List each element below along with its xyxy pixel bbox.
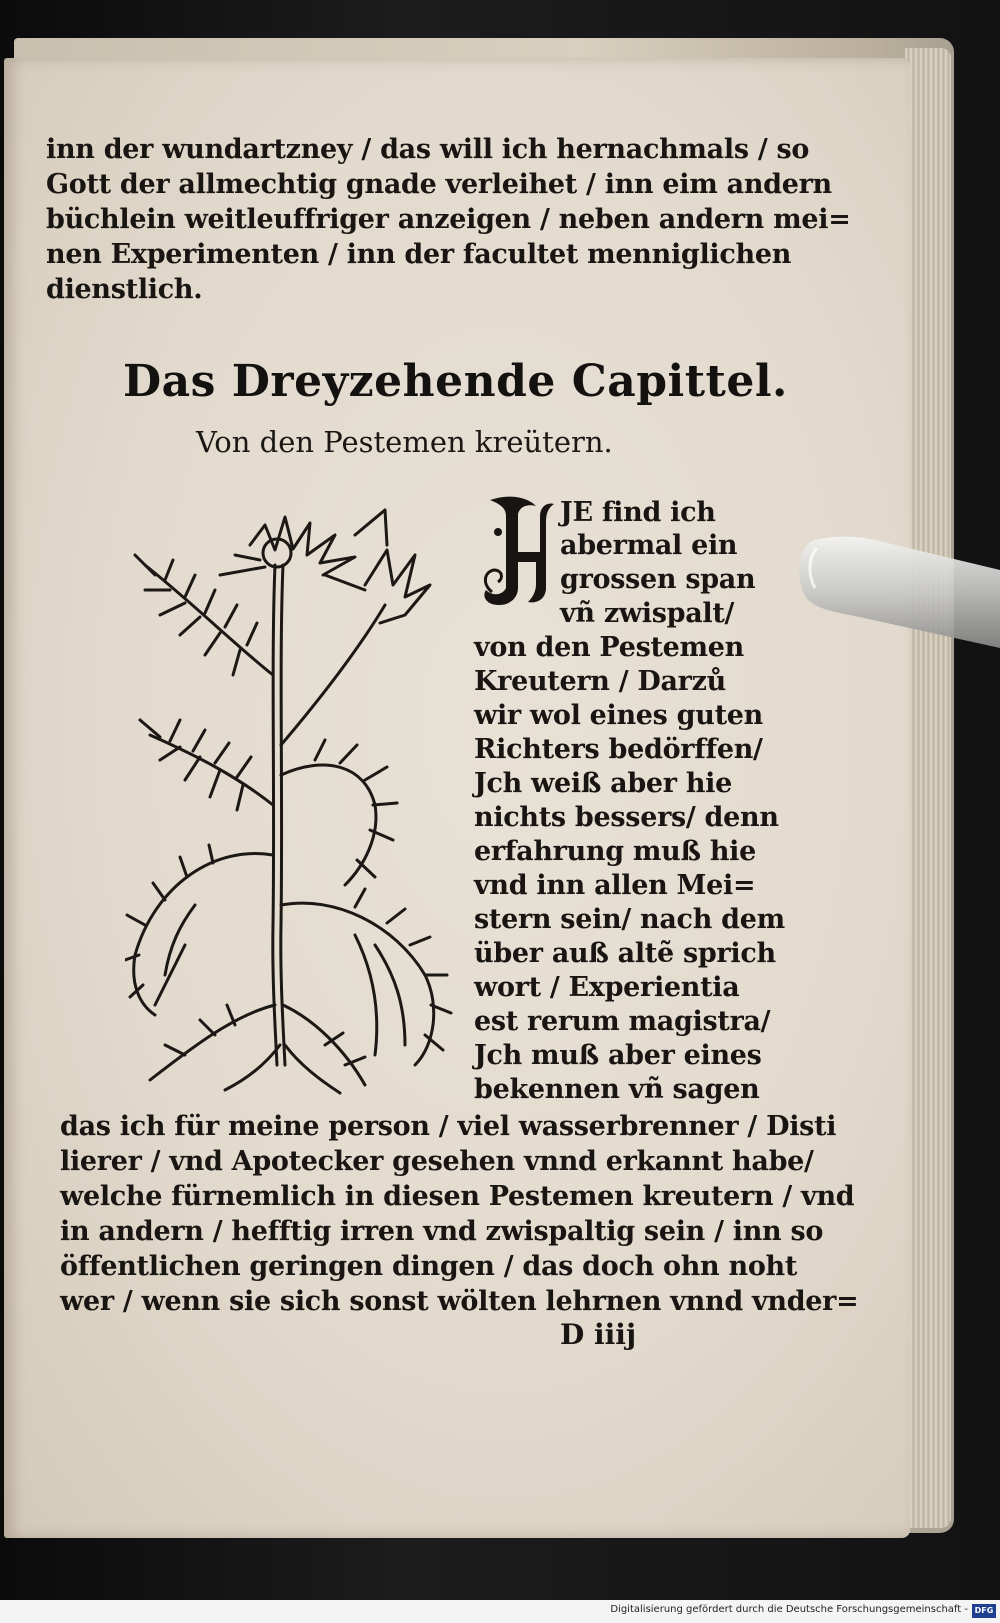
- text-line: öffentlichen geringen dingen / das doch ohn noht: [60, 1251, 798, 1282]
- footer-credit: Digitalisierung gefördert durch die Deutsche Forschungsgemeinschaft -: [610, 1604, 968, 1615]
- text-line: abermal ein: [560, 530, 738, 561]
- text-line: nen Experimenten / inn der facultet menniglichen: [46, 239, 792, 270]
- text-line: dienstlich.: [46, 274, 203, 305]
- text-line: Richters bedörffen/: [474, 734, 763, 765]
- text-line: wer / wenn sie sich sonst wölten lehrnen vnnd vnder=: [60, 1286, 859, 1317]
- thistle-woodcut-icon: [125, 505, 465, 1095]
- text-line: lierer / vnd Apotecker gesehen vnnd erkannt habe/: [60, 1146, 814, 1177]
- text-line: wir wol eines guten: [474, 700, 763, 731]
- text-line: von den Pestemen: [474, 632, 744, 663]
- ornate-drop-cap-icon: [478, 492, 558, 610]
- text-line: grossen span: [560, 564, 756, 595]
- footer-bar: [0, 1600, 1000, 1623]
- text-line: erfahrung muß hie: [474, 836, 756, 867]
- text-line: Kreutern / Darzů: [474, 666, 726, 697]
- text-line: JE find ich: [560, 497, 716, 528]
- text-line: vñ zwispalt/: [560, 598, 735, 629]
- text-line: stern sein/ nach dem: [474, 904, 785, 935]
- chapter-subheading: Von den Pestemen kreütern.: [196, 425, 613, 459]
- text-line: vnd inn allen Mei=: [474, 870, 756, 901]
- text-line: inn der wundartzney / das will ich hernachmals / so: [46, 134, 810, 165]
- text-line: welche fürnemlich in diesen Pestemen kreutern / vnd: [60, 1181, 855, 1212]
- page-edges: [905, 48, 951, 1528]
- text-line: Jch muß aber eines: [474, 1040, 762, 1071]
- signature-mark: D iiij: [560, 1318, 637, 1351]
- text-line: über auß altẽ sprich: [474, 938, 776, 969]
- text-line: Jch weiß aber hie: [474, 768, 732, 799]
- glass-page-weight-icon: [795, 530, 1000, 650]
- text-line: nichts bessers/ denn: [474, 802, 779, 833]
- text-line: in andern / hefftig irren vnd zwispaltig sein / inn so: [60, 1216, 824, 1247]
- text-line: wort / Experientia: [474, 972, 740, 1003]
- text-line: das ich für meine person / viel wasserbrenner / Disti: [60, 1111, 837, 1142]
- dfg-logo: DFG: [972, 1604, 996, 1618]
- text-line: est rerum magistra/: [474, 1006, 771, 1037]
- text-line: bekennen vñ sagen: [474, 1074, 760, 1105]
- text-line: büchlein weitleuffriger anzeigen / neben andern mei=: [46, 204, 851, 235]
- chapter-heading: Das Dreyzehende Capittel.: [123, 356, 788, 407]
- drop-cap-letter: [478, 492, 479, 493]
- text-line: Gott der allmechtig gnade verleihet / inn eim andern: [46, 169, 832, 200]
